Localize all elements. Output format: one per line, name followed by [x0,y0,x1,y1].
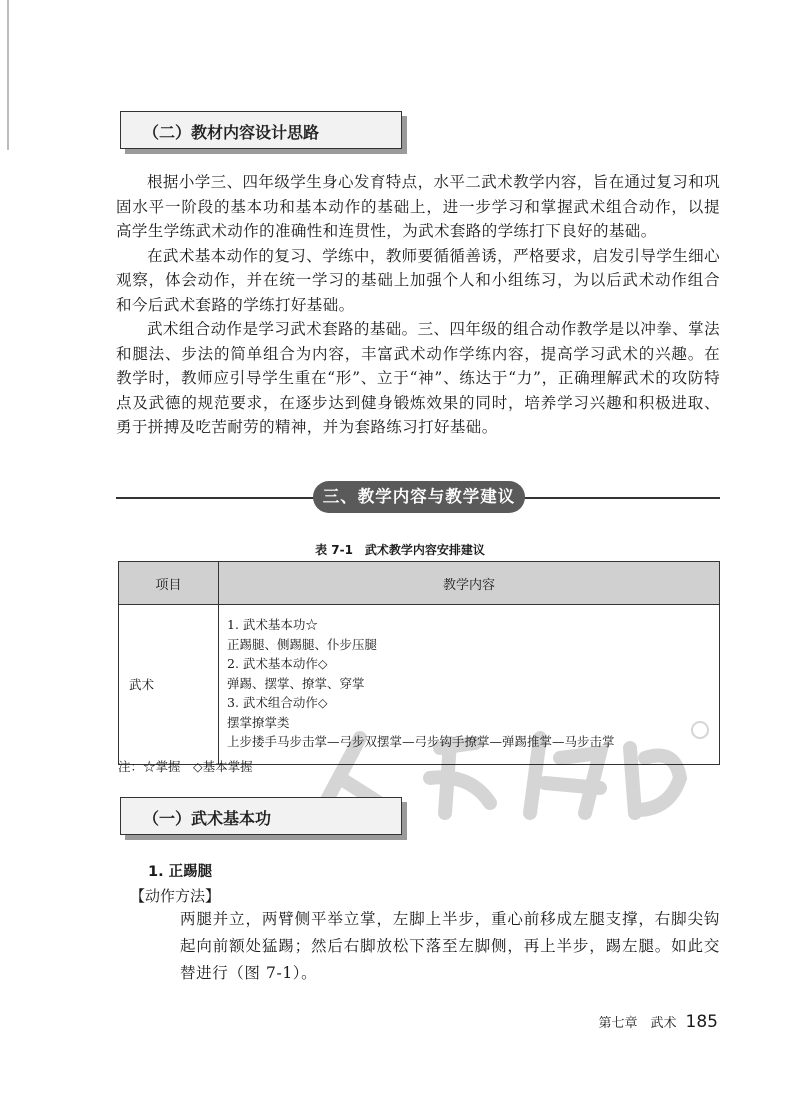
header-content: 教学内容 [219,562,720,605]
content-line: 上步搂手马步击掌—弓步双摆掌—弓步钩手撩掌—弹踢推掌—马步击掌 [227,734,615,749]
body-text [116,170,720,440]
method-label: 【动作方法】 [130,887,221,905]
table-note: 注：☆掌握 ◇基本掌握 [118,759,253,774]
content-table [118,561,720,765]
margin-line [7,0,9,150]
method-text: 两腿并立，两臂侧平举立掌，左脚上半步，重心前移成左腿支撑，右脚尖钩起向前额处猛踢；然后右脚放松下落至左脚侧，再上半步，踢左腿。如此交替进行（图 7-1）。 [180,910,720,982]
page-footer [598,1012,718,1032]
content-line: 正踢腿、侧踢腿、仆步压腿 [227,636,378,652]
chapter-rule-left [116,497,316,499]
paragraph-3: 武术组合动作是学习武术套路的基础。三、四年级的组合动作教学是以冲拳、掌法和腿法、步法的简单组合为内容，丰富武术动作学练内容，提高学习武术的兴趣。在教学时，教师应引导学生重在“形”、立于“神”、练达于“力”，正确理解武术的攻防特点及武德的规范要求，在逐步达到健身锻炼效果的同时，培养学习兴趣和积极进取、勇于拼搏及吃苦耐劳的精神，并为套路练习打好基础。 [116,320,720,436]
table-row [119,605,720,765]
table-content-cell [219,605,720,765]
section-heading-text: （二）教材内容设计思路 [143,123,320,142]
content-line: 1. 武术基本功☆ [227,617,318,632]
paragraph-1: 根据小学三、四年级学生身心发育特点，水平二武术教学内容，旨在通过复习和巩固水平一阶段的基本功和基本动作的基础上，进一步学习和掌握武术组合动作，以提高学生学练武术动作的准确性和连贯性，为武术套路的学练打下良好的基础。 [116,173,720,240]
content-line: 摆掌撩掌类 [227,714,290,730]
table-caption: 表 7-1 武术教学内容安排建议 [315,543,485,557]
content-line: 2. 武术基本动作◇ [227,656,328,671]
subsection-title: 1. 正踢腿 [148,864,213,880]
header-item: 项目 [119,562,219,605]
table-header-row [119,562,720,605]
chapter-rule-right [522,497,720,499]
paragraph-2: 在武术基本动作的复习、学练中，教师要循循善诱，严格要求，启发引导学生细心观察，体会动作，并在统一学习的基础上加强个人和小组练习，为以后武术动作组合和今后武术套路的学练打好基础。 [116,246,720,314]
content-line: 弹踢、摆掌、撩掌、穿掌 [227,675,365,691]
chapter-heading: 三、教学内容与教学建议 [313,481,525,513]
content-line: 3. 武术组合动作◇ [227,695,328,710]
table-item-cell: 武术 [119,605,219,765]
section-heading-basics [120,797,402,835]
footer-chapter: 第七章 武术 [598,1016,677,1031]
section-heading-design [120,111,402,149]
page-number: 185 [685,1012,718,1032]
section-heading-text: （一）武术基本功 [143,809,272,828]
